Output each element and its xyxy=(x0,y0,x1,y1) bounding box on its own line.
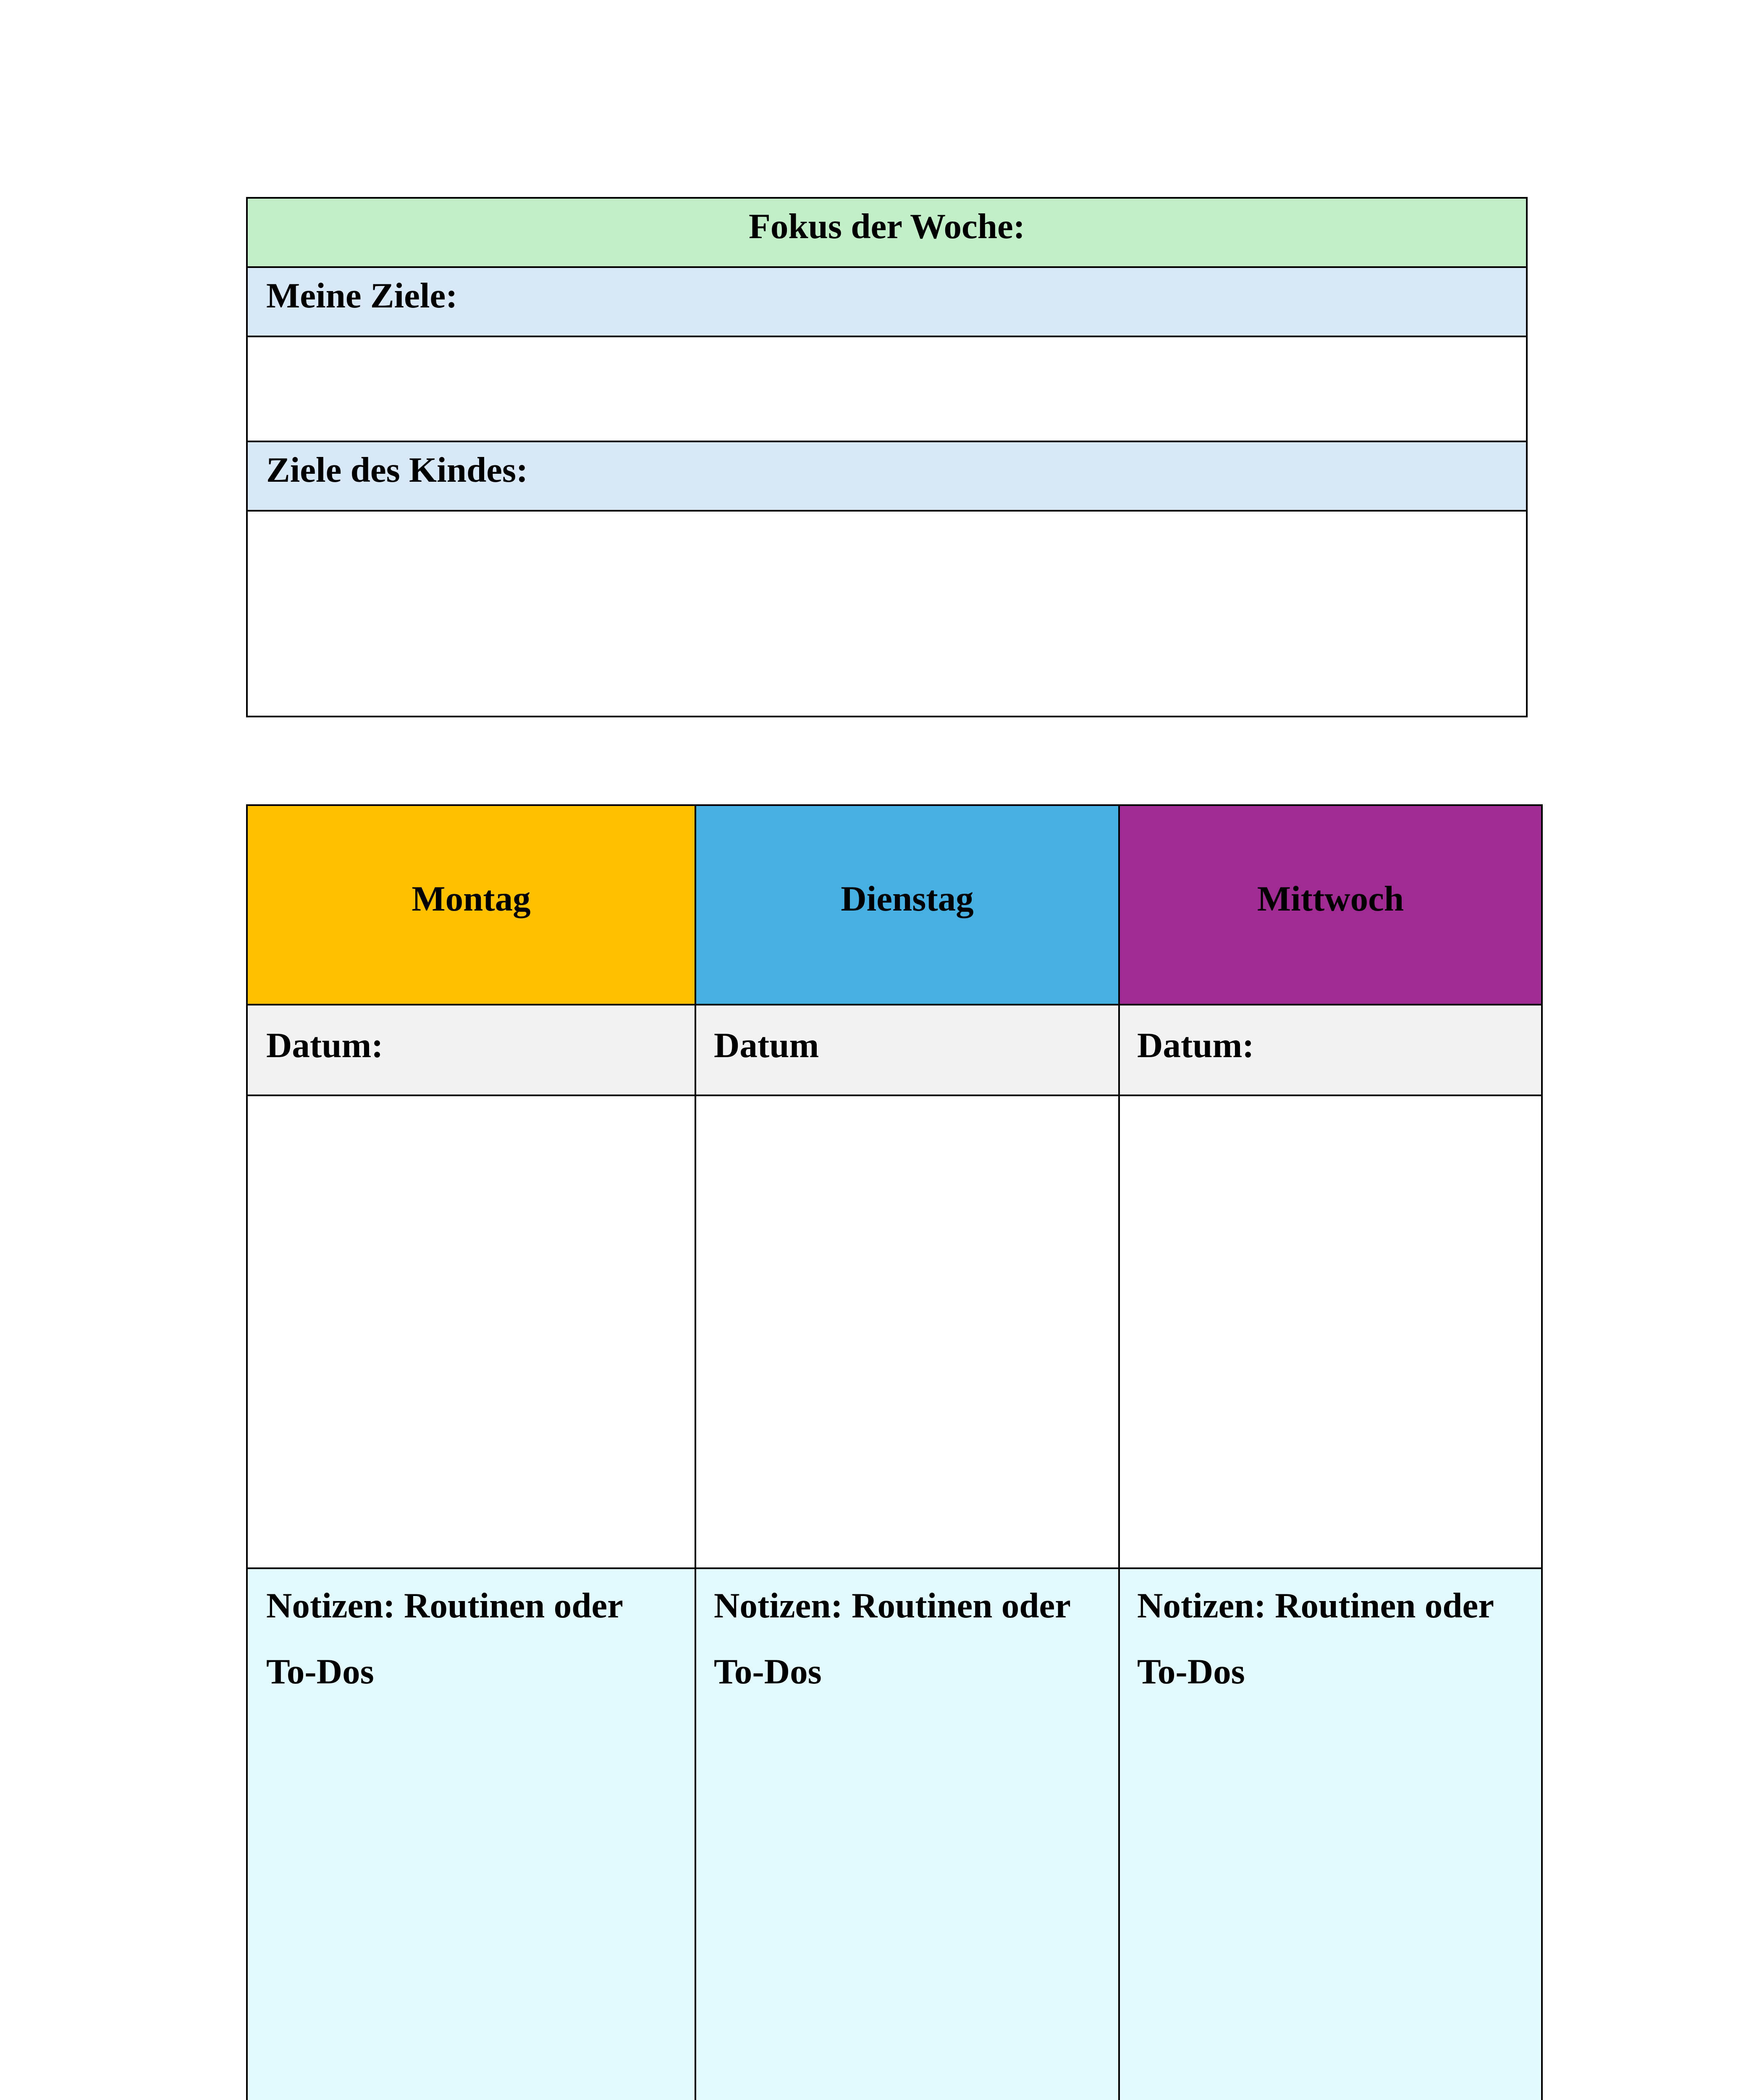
row-divider xyxy=(248,1095,1541,1096)
row-divider xyxy=(248,1004,1541,1005)
my-goals-label: Meine Ziele: xyxy=(266,276,458,315)
day-name-montag: Montag xyxy=(412,879,531,919)
row-divider xyxy=(248,441,1526,442)
notes-label-dienstag: Notizen: Routinen oder To-Dos xyxy=(714,1586,1070,1691)
child-goals-input-cell[interactable] xyxy=(248,512,1526,716)
date-cell-montag[interactable] xyxy=(248,1005,1541,1095)
column-divider xyxy=(1118,806,1120,2100)
column-divider xyxy=(695,806,696,2100)
child-goals-label: Ziele des Kindes: xyxy=(266,450,528,490)
day-name-mittwoch: Mittwoch xyxy=(1257,879,1404,919)
date-label-dienstag: Datum xyxy=(714,1026,819,1065)
focus-title: Fokus der Woche: xyxy=(748,207,1025,246)
notes-label-montag: Notizen: Routinen oder To-Dos xyxy=(266,1586,623,1691)
row-divider xyxy=(248,1567,1541,1569)
notes-label-mittwoch: Notizen: Routinen oder To-Dos xyxy=(1137,1586,1494,1691)
date-label-montag: Datum: xyxy=(266,1026,383,1065)
row-divider xyxy=(248,266,1526,268)
my-goals-input-cell[interactable] xyxy=(248,337,1526,441)
row-divider xyxy=(248,510,1526,512)
date-label-mittwoch: Datum: xyxy=(1137,1026,1254,1065)
focus-table xyxy=(246,197,1528,717)
day-name-dienstag: Dienstag xyxy=(841,879,974,919)
row-divider xyxy=(248,336,1526,337)
week-table xyxy=(246,804,1543,2100)
